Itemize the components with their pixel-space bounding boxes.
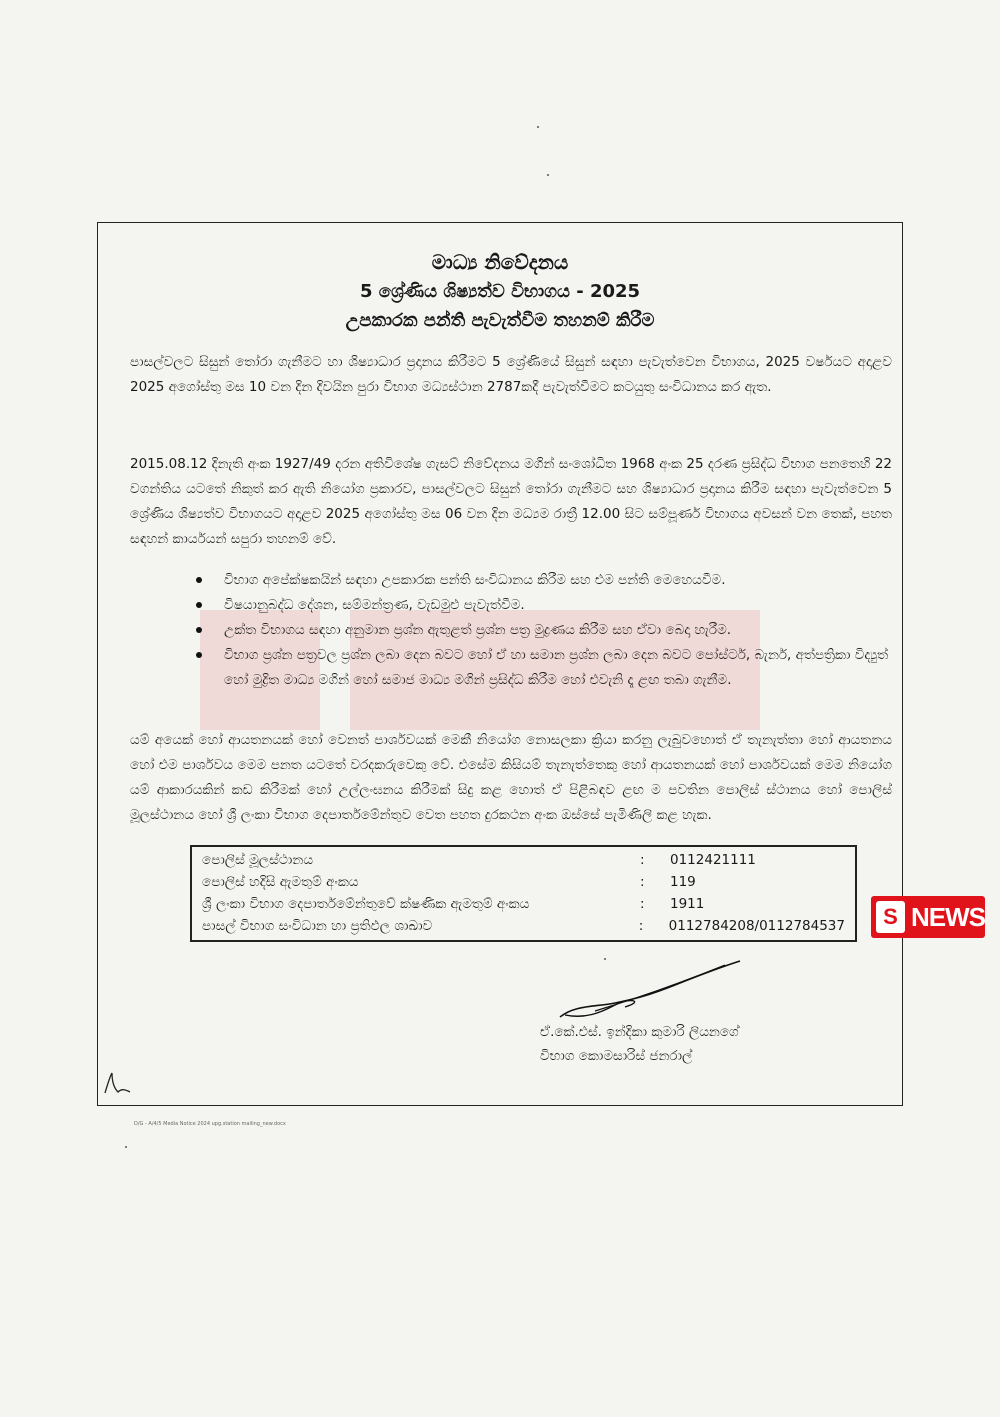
paragraph-intro: පාසල්වලට සිසුන් තෝරා ගැනීමට හා ශිෂ්‍යාධාර ප්‍රදානය කිරීමට 5 ශ්‍රේණියේ සිසුන් සඳහා පැවැත්වෙන විභාගය, 2025 වර්ෂයට අදාළව 2025 අගෝස්තු මස 10 වන දින දිවයින පුරා විභාග මධ්‍යස්ථාන 2787කදී පැවැත්වීමට කටයුතු සංවිධානය කර ඇත. [130,354,892,395]
document-footnote: D/G - A/4/5 Media Notice 2024 upg.station mailing_new.docx [134,1121,286,1127]
contact-table [190,845,857,942]
notice-title: මාධ්‍ය නිවේදනය [431,250,569,274]
list-item: විෂයානුබද්ධ දේශන, සම්මන්ත්‍රණ, වැඩමුළු පැවැත්වීම. [196,593,896,618]
list-item: විභාග අපේක්ෂකයින් සඳහා උපකාරක පන්ති සංවිධානය කිරීම සහ එම පන්ති මෙහෙයවීම. [196,568,896,593]
logo-word: NEWS [911,901,985,932]
paragraph-complaints: යම් අයෙක් හෝ ආයතනයක් හෝ වෙනත් පාර්ශවයක් මෙකී නියෝග නොසලකා ක්‍රියා කරනු ලැබුවහොත් ඒ තැනැත්තා හෝ ආයතනය හෝ එම පාර්ශවය මෙම පනත යටතේ වරදකරුවෙකු වේ. එසේම කිසියම් තැනැත්තෙකු හෝ ආයතනයක් හෝ පාර්ශවයක් මෙම නියෝග යම් ආකාරයකින් කඩ කිරීමක් හෝ උල්ලංඝනය කිරීමක් සිදු කළ හොත් ඒ පිළිබඳව ළඟ ම පවතින පොලිස් ස්ථානය හෝ පොලිස් මූලස්ථානය හෝ ශ්‍රී ලංකා විභාග දෙපාර්තමේන්තුව වෙත පහත දුරකථන අංක ඔස්සේ පැමිණිලි කළ හැක. [130,732,892,823]
scan-speck [537,126,539,128]
signatory-title: විභාග කොමසාරිස් ජනරාල් [540,1048,693,1064]
phone-number: 119 [670,874,696,890]
prohibited-list [196,568,896,693]
phone-number: 0112421111 [670,852,756,868]
logo-mark: S [876,901,905,933]
bullet-icon [196,627,202,633]
list-item: උක්ත විභාගය සඳහා අනුමාන ප්‍රශ්න ඇතුළත් ප්‍රශ්න පත්‍ර මුද්‍රණය කිරීම සහ ඒවා බෙදා හැරීම. [196,618,896,643]
phone-number: 0112784208/0112784537 [668,918,845,934]
scan-speck [547,174,549,176]
phone-number: 1911 [670,896,705,912]
initials-mark [100,1068,140,1098]
paragraph-regulation: 2015.08.12 දිනැති අංක 1927/49 දරන අතිවිශේෂ ගැසට් නිවේදනය මගින් සංශෝධිත 1968 අංක 25 දරණ ප්‍රසිද්ධ විභාග පනතෙහි 22 වගන්තිය යටතේ නිකුත් කර ඇති නියෝග ප්‍රකාරව, පාසල්වලට සිසුන් තෝරා ගැනීමට සහ ශිෂ්‍යාධාර ප්‍රදානය කිරීම සඳහා පැවැත්වෙන 5 ශ්‍රේණිය ශිෂ්‍යත්ව විභාගයට අදාළව 2025 අගෝස්තු මස 06 වන දින මධ්‍යම රාත්‍රී 12.00 සිට සම්පූර්ණ විභාගය අවසන් වන තෙක්, පහත සඳහන් කාර්යයන් සපුරා තහනම් වේ. [130,456,892,547]
scan-speck [125,1146,127,1148]
exam-title: 5 ශ්‍රේණිය ශිෂ්‍යත්ව විභාගය - 2025 [359,281,641,302]
news-logo [871,896,985,938]
signatory-name: ඒ.කේ.එස්. ඉන්දිකා කුමාරි ලියනගේ [540,1024,739,1040]
bullet-icon [196,602,202,608]
scan-speck [604,958,606,960]
list-item: විභාග ප්‍රශ්න පත්‍රවල ප්‍රශ්න ලබා දෙන බවට හෝ ඒ හා සමාන ප්‍රශ්න ලබා දෙන බවට පෝස්ටර්, බැනර්, අත්පත්‍රිකා විද්‍යුත් හෝ මුද්‍රිත මාධ්‍ය මගින් හෝ සමාජ මාධ්‍ය මගින් ප්‍රසිද්ධ කිරීම හෝ එවැනි දෑ ළඟ තබා ගැනීම. [196,643,896,693]
signature [555,955,775,1025]
topic-title: උපකාරක පන්ති පැවැත්වීම තහනම් කිරීම [345,310,655,331]
signatory-block [540,1020,739,1068]
contact-row: පොලිස් මූලස්ථානය : 0112421111 [202,849,845,871]
bullet-icon [196,577,202,583]
contact-row: පාසල් විභාග සංවිධාන හා ප්‍රතිඵල ශාඛාව : 0112784208/0112784537 [202,915,845,937]
contact-row: පොලිස් හදිසි ඇමතුම් අංකය : 119 [202,871,845,893]
contact-row: ශ්‍රී ලංකා විභාග දෙපාර්තමේන්තුවේ ක්ෂණික ඇමතුම් අංකය : 1911 [202,893,845,915]
bullet-icon [196,652,202,658]
